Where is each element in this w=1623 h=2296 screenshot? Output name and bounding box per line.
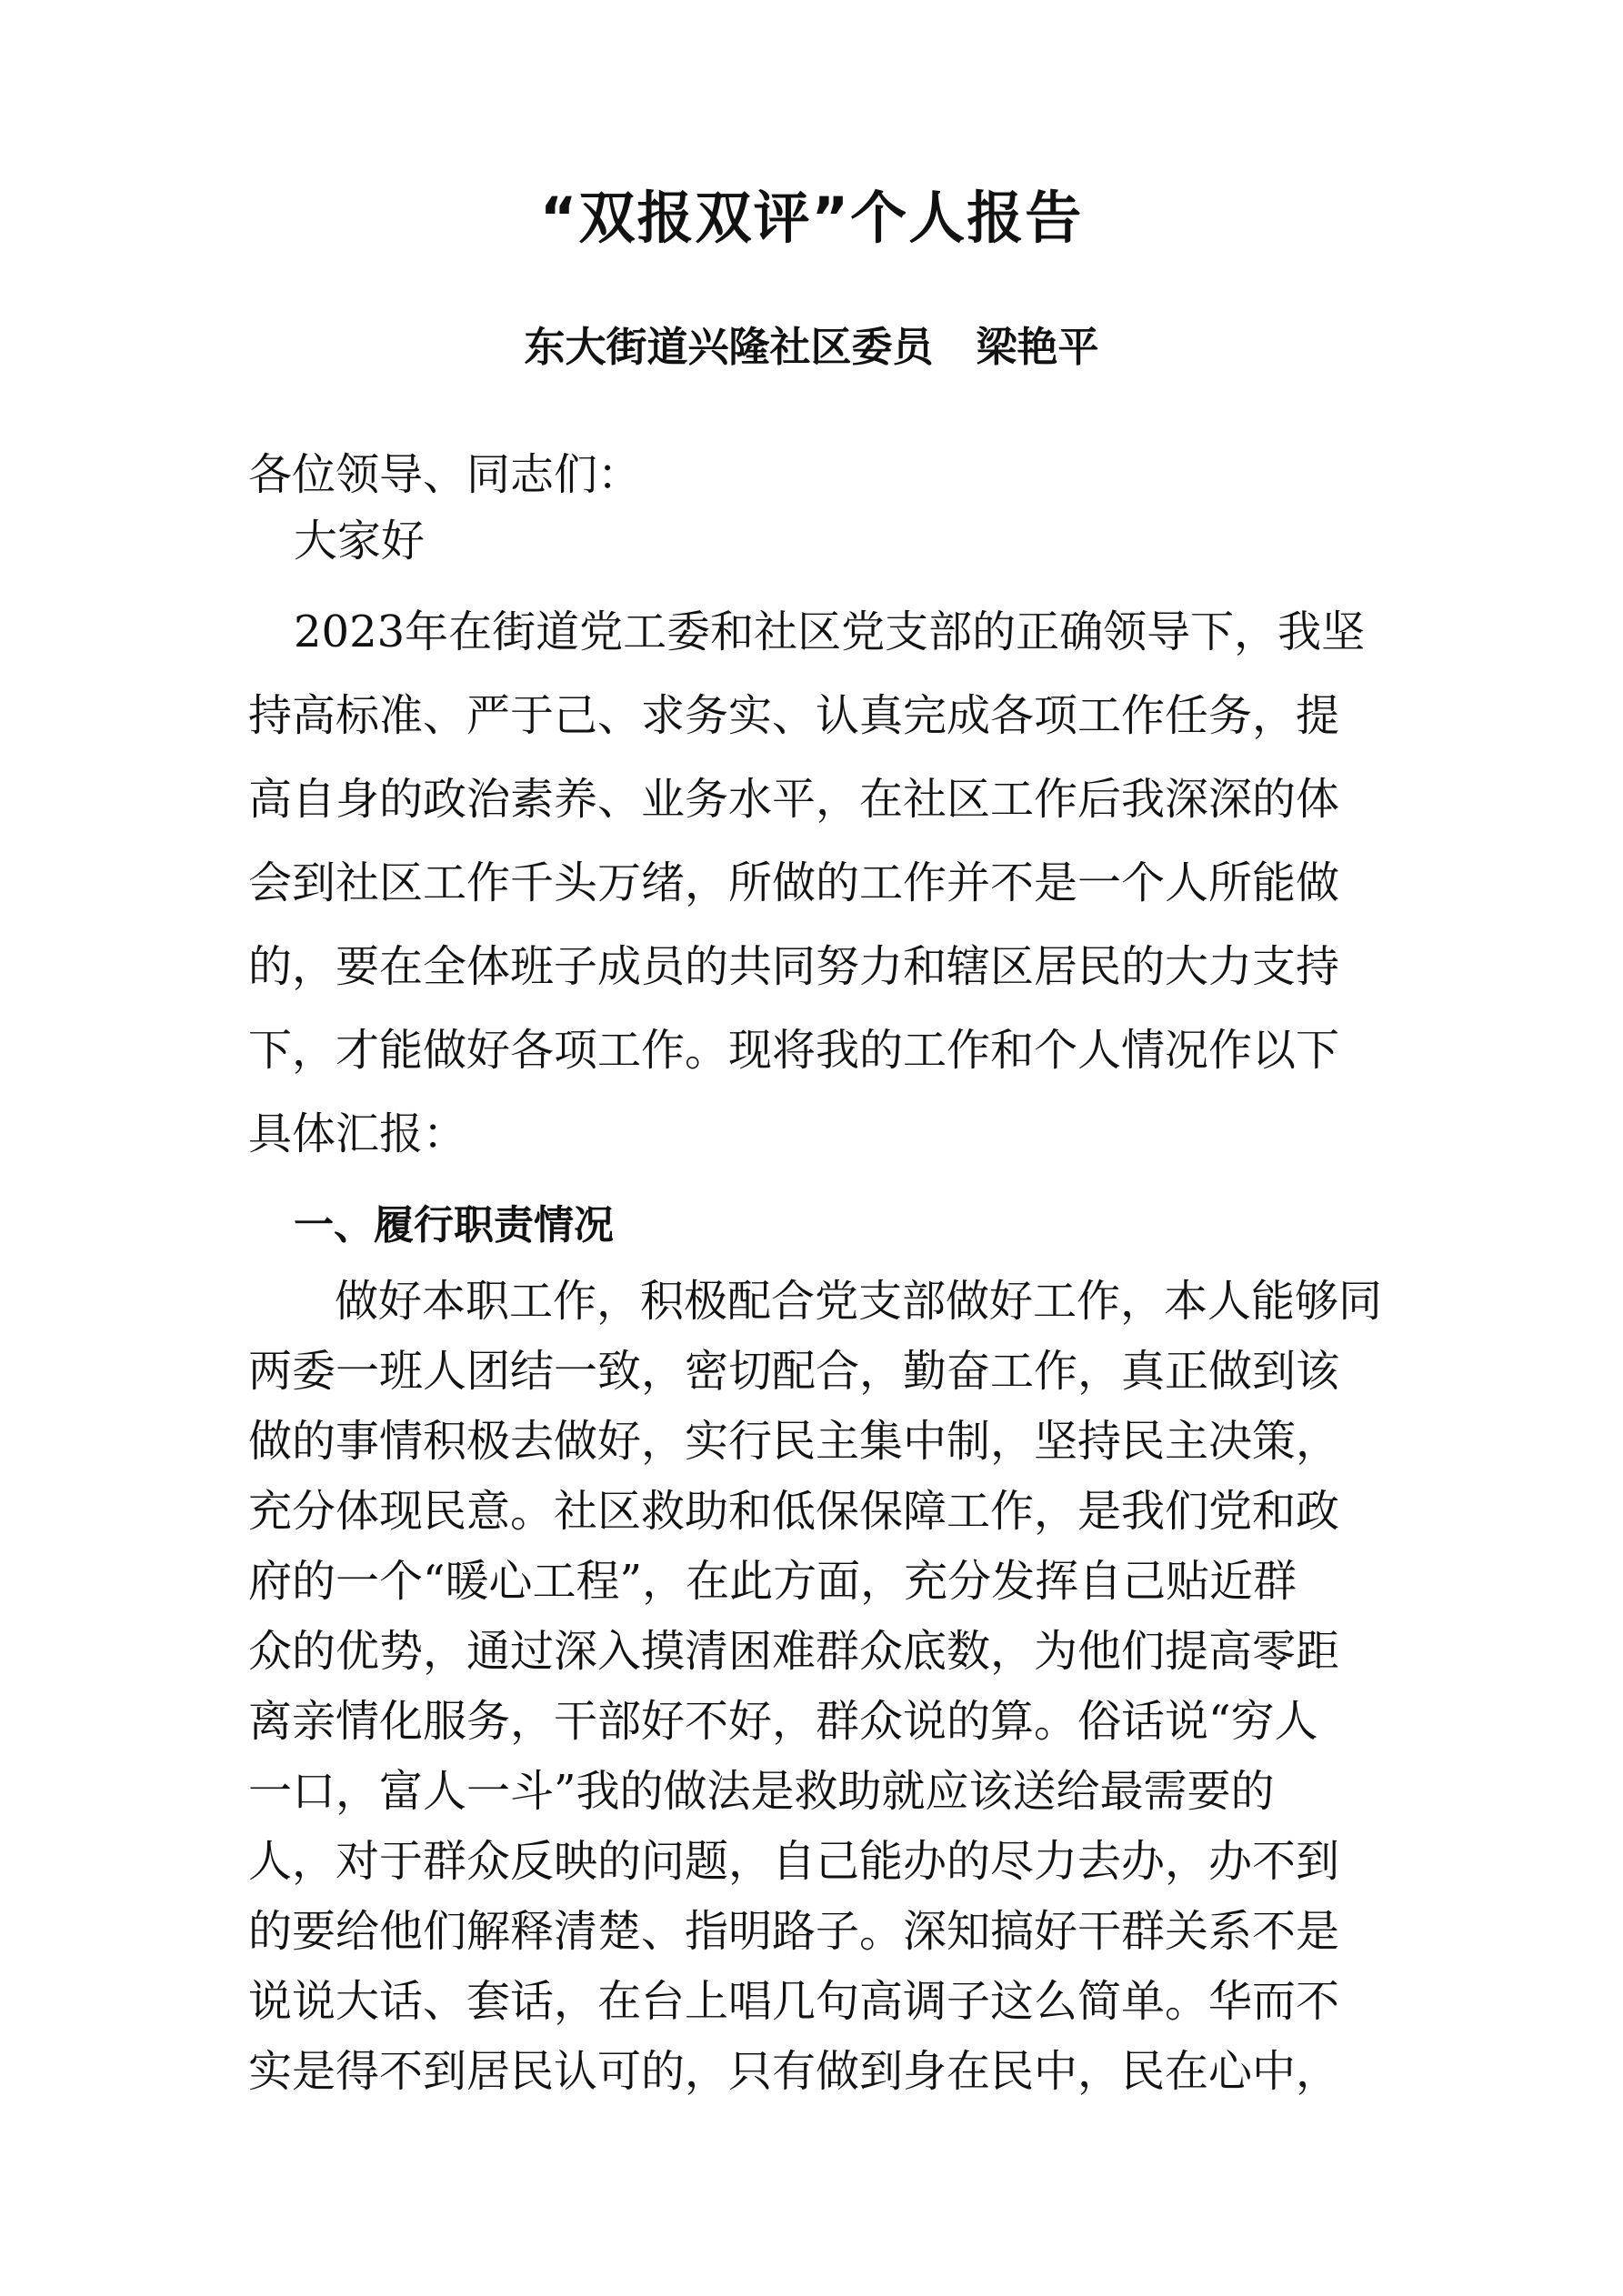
body-line: 人，对于群众反映的问题，自己能办的尽力去办，办不到 — [248, 1836, 1340, 1887]
intro-line: 高自身的政治素养、业务水平，在社区工作后我深深的体 — [248, 774, 1340, 825]
document-subtitle: 东大街道兴隆社区委员 梁艳平 — [524, 323, 1099, 371]
body-line: 众的优势，通过深入摸清困难群众底数，为他们提高零距 — [248, 1626, 1340, 1677]
intro-line: 会到社区工作千头万绪，所做的工作并不是一个人所能做 — [248, 857, 1340, 908]
intro-line: 持高标准、严于己、求务实、认真完成各项工作任务，提 — [248, 690, 1340, 741]
body-line: 做的事情积极去做好，实行民主集中制，坚持民主决策， — [248, 1416, 1340, 1467]
body-line: 离亲情化服务，干部好不好，群众说的算。俗话说“穷人 — [248, 1696, 1318, 1747]
body-line: 说说大话、套话，在台上唱几句高调子这么简单。华而不 — [248, 1976, 1340, 2027]
section-heading: 一、履行职责情况 — [294, 1202, 614, 1248]
body-line: 充分体现民意。社区救助和低保保障工作，是我们党和政 — [248, 1486, 1340, 1537]
document-title: “双报双评”个人报告 — [539, 185, 1084, 251]
body-line: 做好本职工作，积极配合党支部做好工作，本人能够同 — [335, 1276, 1383, 1327]
intro-line: 2023年在街道党工委和社区党支部的正确领导下，我坚 — [294, 607, 1366, 657]
intro-line: 具体汇报： — [248, 1108, 467, 1159]
body-line: 实是得不到居民认可的，只有做到身在民中，民在心中， — [248, 2046, 1340, 2097]
body-line: 两委一班人团结一致，密切配合，勤奋工作，真正做到该 — [248, 1346, 1340, 1397]
intro-line: 的，要在全体班子成员的共同努力和辖区居民的大力支持 — [248, 941, 1340, 992]
body-line: 的要给他们解释清楚、指明路子。深知搞好干群关系不是 — [248, 1906, 1340, 1957]
body-line: 府的一个“暖心工程”，在此方面，充分发挥自己贴近群 — [248, 1556, 1297, 1607]
greeting: 大家好 — [294, 516, 426, 566]
salutation: 各位领导、同志们： — [248, 449, 642, 500]
intro-line: 下，才能做好各项工作。现将我的工作和个人情况作以下 — [248, 1025, 1340, 1076]
body-line: 一口，富人一斗”我的做法是救助就应该送给最需要的 — [248, 1766, 1275, 1817]
